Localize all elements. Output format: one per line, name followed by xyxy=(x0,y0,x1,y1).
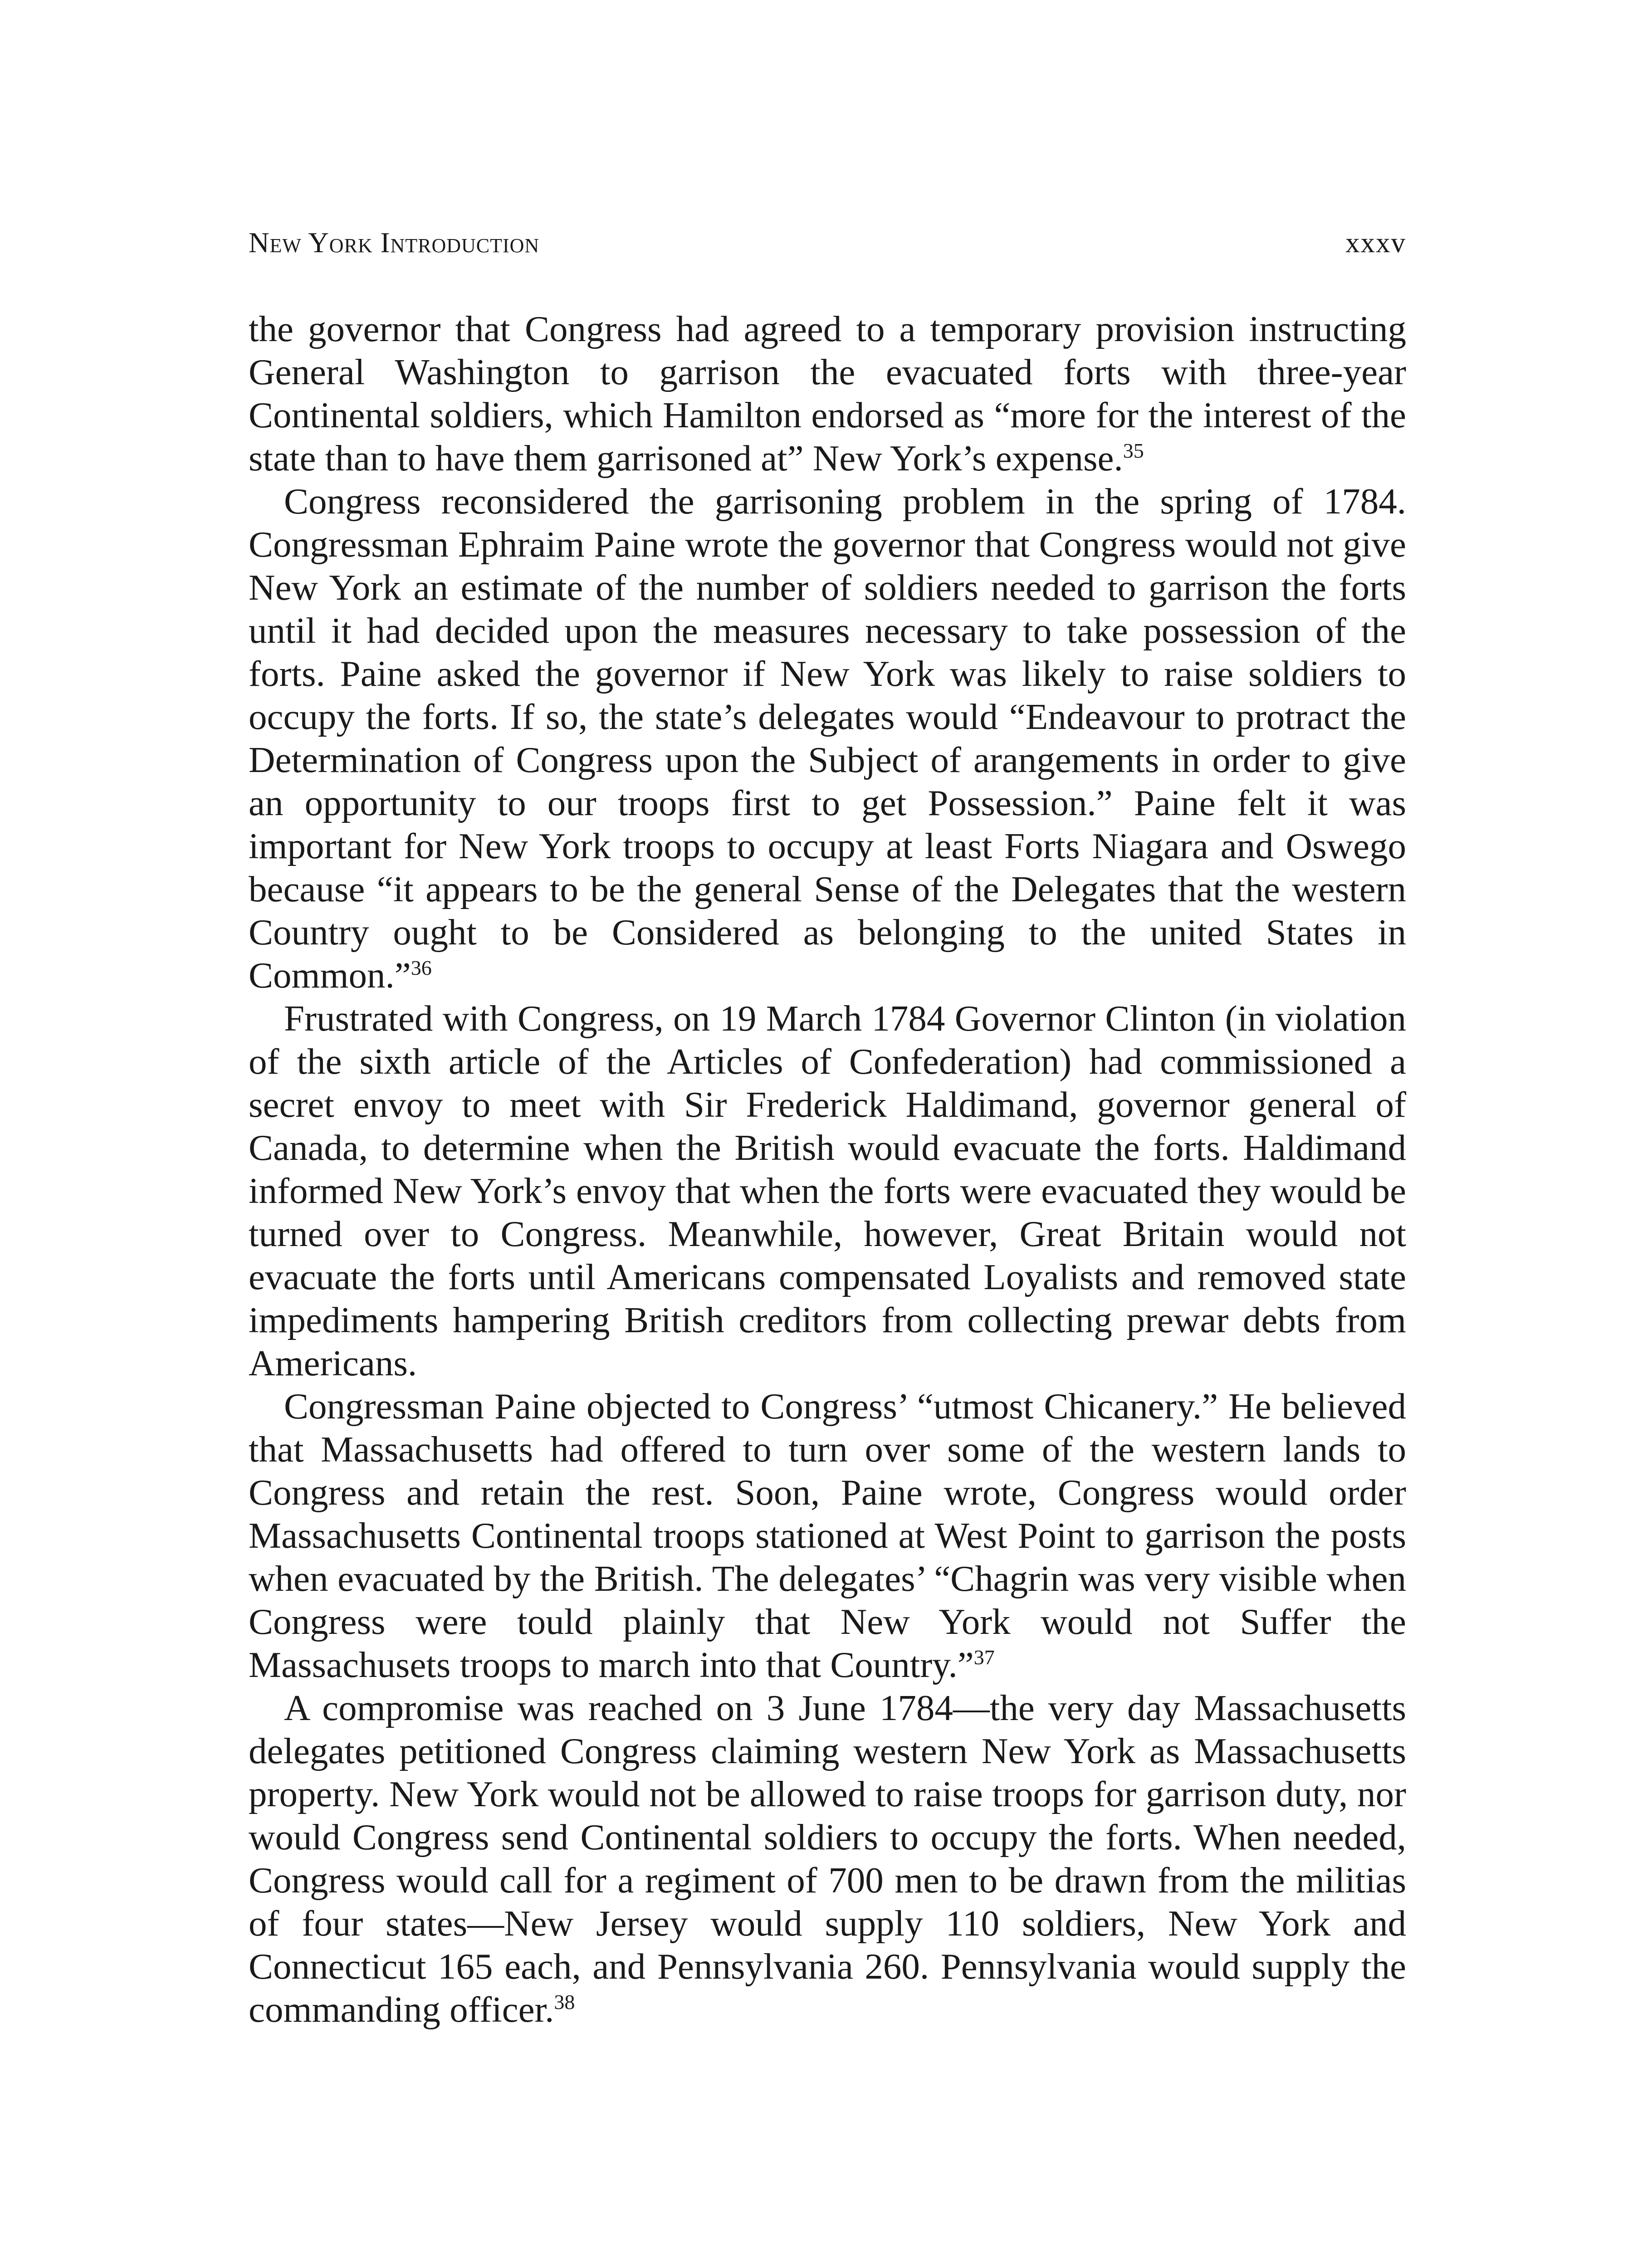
paragraph-text: Frustrated with Congress, on 19 March 1784 Governor Clinton (in violation of the sixth article of the Articles of Confederation) had commissioned a secret envoy to meet with Sir Frederick Haldimand, governor general of Canada, to determine when the British would evacuate the forts. Haldimand informed New York’s envoy that when the forts were evacuated they would be turned over to Congress. Meanwhile, however, Great Britain would not evacuate the forts until Americans compensated Loyalists and removed state impediments hampering British creditors from collecting prewar debts from Americans. xyxy=(249,998,1406,1383)
page-number: xxxv xyxy=(1345,227,1406,259)
paragraph-text: the governor that Congress had agreed to a temporary provision instructing General Washington to garrison the evacuated forts with three-year Continental soldiers, which Hamilton endorsed as “more for the interest of the state than to have them garrisoned at” New York’s expense. xyxy=(249,308,1406,479)
running-title: New York Introduction xyxy=(249,227,540,259)
paragraph xyxy=(249,997,1406,1385)
footnote-marker: 35 xyxy=(1123,439,1144,462)
paragraph-text: Congressman Paine objected to Congress’ “utmost Chicanery.” He believed that Massachusetts had offered to turn over some of the western lands to Congress and retain the rest. Soon, Paine wrote, Congress would order Massachusetts Continental troops stationed at West Point to garrison the posts when evacuated by the British. The delegates’ “Chagrin was very visible when Congress were tould plainly that New York would not Suffer the Massachusets troops to march into that Country.” xyxy=(249,1386,1406,1685)
footnote-marker: 37 xyxy=(973,1646,995,1669)
paragraph-text: Congress reconsidered the garrisoning problem in the spring of 1784. Congressman Ephraim Paine wrote the governor that Congress would not give New York an estimate of the number of soldiers needed to garrison the forts until it had decided upon the measures necessary to take possession of the forts. Paine asked the governor if New York was likely to raise soldiers to occupy the forts. If so, the state’s delegates would “Endeavour to protract the Determination of Congress upon the Subject of arangements in order to give an opportunity to our troops first to get Possession.” Paine felt it was important for New York troops to occupy at least Forts Niagara and Oswego because “it appears to be the general Sense of the Delegates that the western Country ought to be Considered as belonging to the united States in Common.” xyxy=(249,481,1406,996)
running-head xyxy=(249,222,1406,263)
paragraph xyxy=(249,1686,1406,2031)
paragraph xyxy=(249,308,1406,480)
paragraph-text: A compromise was reached on 3 June 1784—the very day Massachusetts delegates petitioned Congress claiming western New York as Massachusetts property. New York would not be allowed to raise troops for garrison duty, nor would Congress send Continental soldiers to occupy the forts. When needed, Congress would call for a regiment of 700 men to be drawn from the militias of four states—New Jersey would supply 110 soldiers, New York and Connecticut 165 each, and Pennsylvania 260. Pennsylvania would supply the commanding officer. xyxy=(249,1687,1406,2030)
footnote-marker: 36 xyxy=(411,956,432,979)
footnote-marker: 38 xyxy=(554,1990,575,2014)
body-text xyxy=(249,308,1406,2031)
paragraph xyxy=(249,480,1406,997)
paragraph xyxy=(249,1385,1406,1686)
